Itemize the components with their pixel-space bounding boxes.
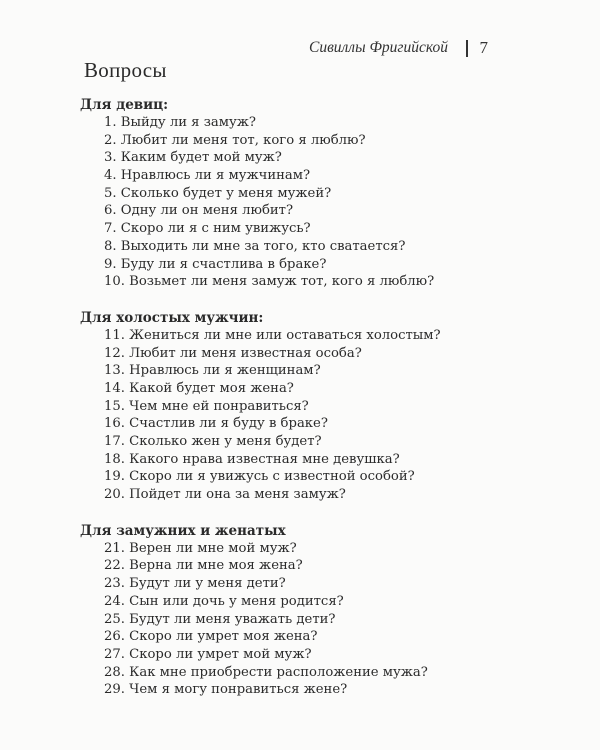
question-item: 11. Жениться ли мне или оставаться холостым? xyxy=(104,327,441,343)
header-divider xyxy=(466,40,468,57)
page-title: Вопросы xyxy=(84,58,167,82)
question-item: 5. Сколько будет у меня мужей? xyxy=(104,185,332,201)
question-item: 10. Возьмет ли меня замуж тот, кого я люблю? xyxy=(104,274,435,290)
page-header xyxy=(309,38,488,58)
question-item: 14. Какой будет моя жена? xyxy=(104,380,294,396)
question-item: 6. Одну ли он меня любит? xyxy=(104,203,294,219)
question-item: 19. Скоро ли я увижусь с известной особой? xyxy=(104,469,415,485)
question-item: 26. Скоро ли умрет моя жена? xyxy=(104,629,318,645)
question-item: 7. Скоро ли я с ним увижусь? xyxy=(104,221,311,237)
question-item: 23. Будут ли у меня дети? xyxy=(104,576,286,592)
question-item: 24. Сын или дочь у меня родится? xyxy=(104,593,344,609)
section-heading: Для девиц: xyxy=(80,97,169,113)
question-item: 29. Чем я могу понравиться жене? xyxy=(104,682,348,698)
question-item: 9. Буду ли я счастлива в браке? xyxy=(104,256,327,272)
question-item: 28. Как мне приобрести расположение мужа? xyxy=(104,664,428,680)
question-item: 3. Каким будет мой муж? xyxy=(104,150,282,166)
question-list xyxy=(80,540,520,699)
section-married xyxy=(80,522,520,699)
section-bachelors xyxy=(80,309,520,504)
section-girls xyxy=(80,96,520,291)
running-head: Сивиллы Фригийской xyxy=(308,39,448,56)
question-item: 18. Какого нрава известная мне девушка? xyxy=(104,451,400,467)
page-number: 7 xyxy=(479,38,488,57)
question-list xyxy=(80,327,520,504)
question-item: 27. Скоро ли умрет мой муж? xyxy=(104,646,312,662)
question-item: 2. Любит ли меня тот, кого я люблю? xyxy=(104,132,366,148)
question-item: 4. Нравлюсь ли я мужчинам? xyxy=(104,168,311,184)
question-item: 20. Пойдет ли она за меня замуж? xyxy=(104,487,346,503)
question-item: 16. Счастлив ли я буду в браке? xyxy=(104,416,328,432)
question-item: 8. Выходить ли мне за того, кто сватается? xyxy=(104,238,406,254)
question-item: 12. Любит ли меня известная особа? xyxy=(104,345,362,361)
section-heading: Для замужних и женатых xyxy=(80,522,286,539)
question-item: 21. Верен ли мне мой муж? xyxy=(104,540,297,556)
question-item: 22. Верна ли мне моя жена? xyxy=(104,558,303,574)
question-list xyxy=(80,114,520,291)
question-sections xyxy=(80,96,520,717)
question-item: 25. Будут ли меня уважать дети? xyxy=(104,611,336,627)
section-heading: Для холостых мужчин: xyxy=(80,309,264,326)
question-item: 15. Чем мне ей понравиться? xyxy=(104,398,309,414)
question-item: 1. Выйду ли я замуж? xyxy=(104,115,256,130)
question-item: 13. Нравлюсь ли я женщинам? xyxy=(104,363,321,379)
question-item: 17. Сколько жен у меня будет? xyxy=(104,434,322,449)
